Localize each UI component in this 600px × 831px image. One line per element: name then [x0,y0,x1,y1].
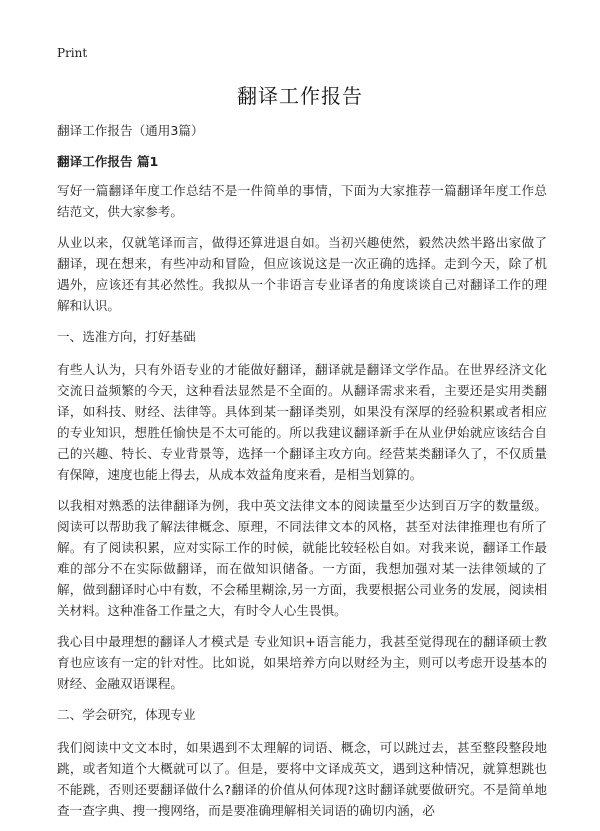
paragraph-intro: 写好一篇翻译年度工作总结不是一件简单的事情，下面为大家推荐一篇翻译年度工作总结范文，供大家参考。 [57,183,547,219]
paragraph-legal-translation: 以我相对熟悉的法律翻译为例，我中英文法律文本的阅读量至少达到百万字的数量级。阅读可以帮助我了解法律概念、原理，不同法律文本的风格，甚至对法律推理也有所了解。有了阅读积累，应对实际工作的时候，就能比较轻松自如。对我来说，翻译工作最难的部分不在实际做翻译，而在做知识储备。一方面，我想加强对某一法律领域的了解，做到翻译时心中有数，不会稀里糊涂,另一方面，我要根据公司业务的发展，阅读相关材料。这种准备工作量之大，有时令人心生畏惧。 [57,498,547,618]
print-label: Print [57,46,88,60]
paragraph-direction: 有些人认为，只有外语专业的才能做好翻译，翻译就是翻译文学作品。在世界经济文化交流日益频繁的今天，这种看法显然是不全面的。从翻译需求来看，主要还是实用类翻译，如科技、财经、法律等。具体到某一翻译类别，如果没有深厚的经验积累或者相应的专业知识，想胜任愉快是不太可能的。所以我建议翻译新手在从业伊始就应该结合自己的兴趣、特长、专业背景等，选择一个翻译主攻方向。经营某类翻译久了，不仅质量有保障，速度也能上得去，从成本效益角度来看，是相当划算的。 [57,362,547,482]
document-body [57,120,547,831]
paragraph-ideal-model: 我心目中最理想的翻译人才模式是 专业知识+语言能力，我甚至觉得现在的翻译硕士教育也应该有一定的针对性。比如说，如果培养方向以财经为主，则可以考虑开设基本的财经、金融双语课程。 [57,634,547,691]
paragraph-career: 从业以来，仅就笔译而言，做得还算进退自如。当初兴趣使然，毅然决然半路出家做了翻译，现在想来，有些冲动和冒险，但应该说这是一次正确的选择。走到今天，除了机遇外，应该还有其必然性。我拟从一个非语言专业译者的角度谈谈自己对翻译工作的理解和认识。 [57,235,547,313]
heading-research: 二、学会研究，体现专业 [57,707,196,722]
paragraph-research: 我们阅读中文文本时，如果遇到不太理解的词语、概念，可以跳过去，甚至整段整段地跳，或者知道个大概就可以了。但是，要将中文译成英文，遇到这种情况，就算想跳也不能跳，否则还要翻译做什么?翻译的价值从何体现?这时翻译就要做研究。不是简单地查一查字典、搜一搜网络，而是要准确理解相关词语的确切内涵，必 [57,740,547,818]
heading-direction: 一、选准方向，打好基础 [57,329,196,344]
document-subtitle: 翻译工作报告（通用3篇） [57,123,204,138]
section-title: 翻译工作报告 篇1 [57,154,159,169]
document-title: 翻译工作报告 [237,84,363,108]
